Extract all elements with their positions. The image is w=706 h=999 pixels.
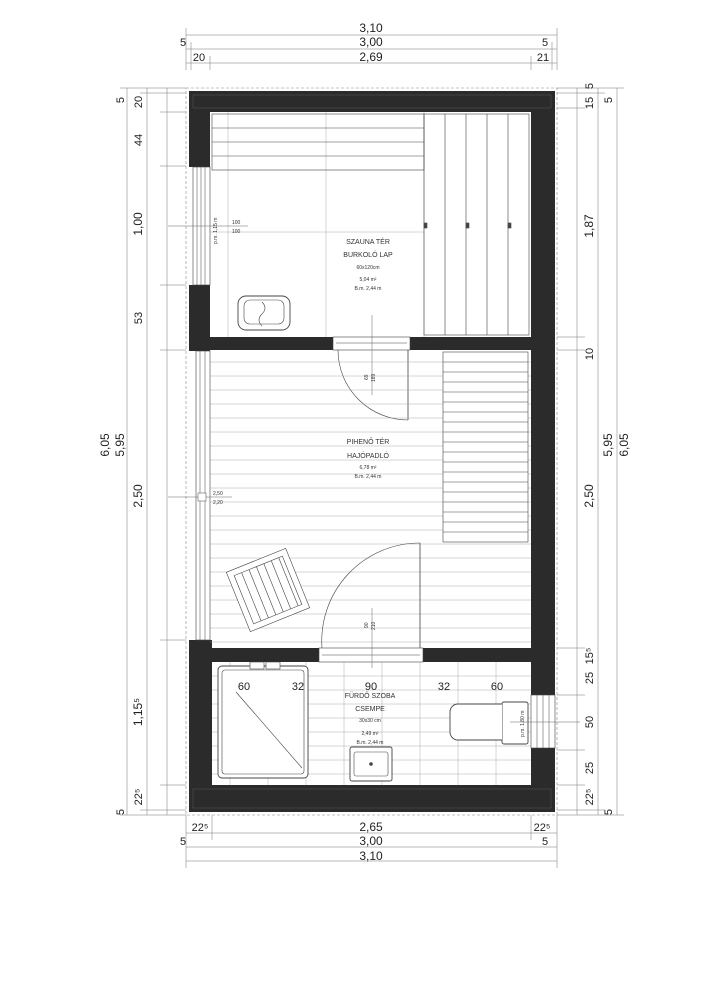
left-dimensions [98,88,186,815]
bath-tile-size: 30x30 cm [359,718,381,724]
left-dim-5: 53 [133,311,145,325]
left-dim-8: 22⁵ [133,788,145,806]
left-dim-3: 44 [133,133,145,147]
bottom-dimensions [180,815,557,868]
sauna-upper-bench [212,114,424,170]
left-total-dim: 6,05 [98,433,112,457]
left-dim-6: 2,50 [131,484,145,508]
rest-area: 6,78 m² [359,465,377,471]
top-inner-dim: 3,00 [359,35,383,49]
bath-fixture-dim-4: 32 [437,681,451,693]
bottom-left-offset-dim: 5 [179,836,187,848]
right-dim-2b: 5 [584,82,596,90]
rest-room [168,351,531,642]
top-dimensions [180,21,557,70]
sauna-door-icon [333,315,410,420]
bath-door-width: 90 [364,622,370,628]
right-dim-3: 1,87 [582,214,596,238]
sauna-door-width: 69 [364,374,370,380]
right-dimensions [557,83,631,815]
bath-window-pm: p.m. 1,80 m [520,710,526,737]
sauna-height: B.m. 2,44 m [354,286,382,292]
top-room-dim: 2,69 [359,50,383,64]
right-dim-6: 15⁵ [584,647,596,665]
sauna-door-height: 189 [371,373,377,382]
right-dim-2: 15 [584,96,596,110]
sauna-room-name: SZAUNA TÉR [346,239,390,246]
left-dim-1: 5 [115,96,127,104]
daybed-icon [443,352,528,542]
bath-room-name: FÜRDŐ SZOBA [344,693,396,700]
right-dim-5: 2,50 [582,484,596,508]
top-left-offset-dim: 5 [179,37,187,49]
bath-fixture-dim-5: 60 [490,681,504,693]
right-dim-9: 25 [584,761,596,775]
bathroom [212,662,580,785]
rest-glazing-width: 2,50 [213,491,223,497]
bath-height: B.m. 2,44 m [356,740,384,746]
top-right-offset-dim: 5 [541,37,549,49]
shower-tray-icon [218,662,308,778]
right-dim-1: 5 [603,96,615,104]
bath-door-height: 210 [371,621,377,630]
bottom-wall-right-dim: 22⁵ [533,822,551,834]
sauna-floor-type: BURKOLÓ LAP [343,252,393,259]
right-dim-8: 50 [584,715,596,729]
sauna-window-height: 100 [232,229,241,235]
right-dim-11: 5 [603,808,615,816]
sauna-tile-size: 60x120cm [356,265,380,271]
right-inner-dim: 5,95 [601,433,615,457]
bath-door-icon [319,543,423,668]
bath-area: 2,49 m² [361,731,379,737]
bottom-room-dim: 2,65 [359,820,383,834]
sauna-window-icon [168,167,248,285]
rest-glazing-height: 2,20 [213,500,223,506]
left-dim-7: 1,15⁵ [131,697,145,727]
top-wall-left-dim: 20 [192,52,206,64]
rest-room-name: PIHENŐ TÉR [346,439,390,446]
top-wall-right-dim: 21 [536,52,550,64]
right-total-dim: 6,05 [617,433,631,457]
bottom-total-dim: 3,10 [359,849,383,863]
left-inner-dim: 5,95 [113,433,127,457]
left-dim-9: 5 [115,808,127,816]
right-dim-4: 10 [584,347,596,361]
bath-floor-type: CSEMPE [355,706,385,713]
bottom-wall-left-dim: 22⁵ [191,822,209,834]
sauna-room [168,112,529,337]
armchair-icon [226,548,309,631]
toilet-icon [450,702,528,744]
top-total-dim: 3,10 [359,21,383,35]
rest-height: B.m. 2,44 m [354,474,382,480]
sauna-area: 5,04 m² [359,277,377,283]
sauna-window-pm: p.m. 1,15 m [213,217,219,244]
sauna-side-bench [424,114,529,335]
sauna-window-width: 100 [232,220,241,226]
bottom-right-offset-dim: 5 [541,836,549,848]
sauna-stove-icon [238,296,290,330]
bottom-inner-dim: 3,00 [359,834,383,848]
right-dim-10: 22⁵ [584,788,596,806]
right-dim-7: 25 [584,671,596,685]
left-dim-4: 1,00 [131,212,145,236]
rest-floor-type: HAJÓPADLÓ [347,453,389,460]
washbasin-icon [350,747,392,781]
left-dim-2: 20 [133,95,145,109]
bath-fixture-dim-3: 90 [364,681,378,693]
bath-fixture-dim-1: 60 [237,681,251,693]
bath-fixture-dim-2: 32 [291,681,305,693]
